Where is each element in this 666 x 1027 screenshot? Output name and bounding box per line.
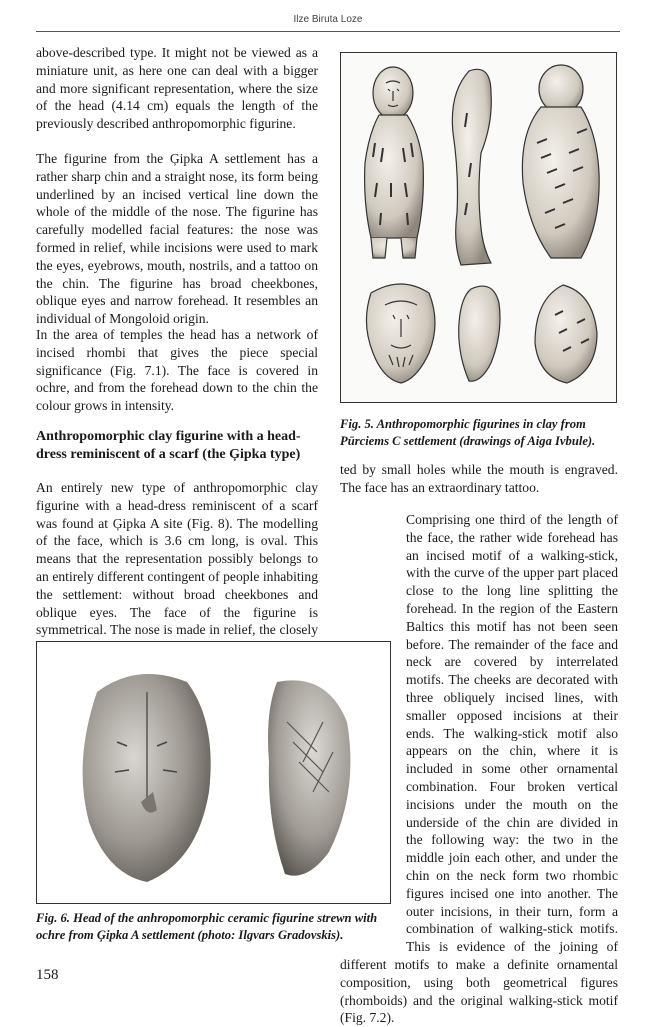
head-photo-front — [83, 674, 211, 882]
head-back-drawing — [535, 285, 597, 383]
figure-5-image — [340, 52, 617, 403]
figurine-side-drawing — [452, 69, 491, 265]
paragraph-left-3: In the area of temples the head has a network of incised rhombi that gives the piece special significance (Fig. 7.1). The face is covered in ochre, and from the forehead down to the chin the colour grows in intensity. — [36, 327, 318, 414]
paragraph-left-2: The figurine from the Ģipka A settlement has a rather sharp chin and a straight nose, its form being underlined by an incised vertical line down the whole of the middle of the nose. The figurine has carefully modelled facial features: the nose was formed in relief, while incisions were used to mark the eyes, eyebrows, mouth, nostrils, and a tattoo on the chin. The figurine has broad cheekbones, oblique eyes and narrow forehead. It resembles an individual of Mongoloid origin. — [36, 151, 318, 327]
figurine-front-drawing — [365, 67, 424, 258]
figurine-back-drawing — [522, 65, 599, 258]
head-side-drawing — [459, 286, 500, 381]
paragraph-right-2-text: Comprising one third of the length of the face, the rather wide forehead has an incised motif of a walking-stick, with the curve of the upper part placed close to the long line splitting the forehead. In the region of the Eastern Baltics this motif has not been seen before. The remainder of the face and neck are covered by interrelated motifs. The cheeks are decorated with three obliquely incised lines, with smaller opposed incisions at their ends. The walking-stick motif also appears on the chin, where it is included in some other ornamental combination. Four broken vertical incisions under the mouth on the underside of the chin are divided in the following way: the two in the middle join each other, and under the chin on the neck form two rhombic figures incised one into another. The outer incisions, in their turn, form a combination of walking-stick motifs. This is evidence of the joining of different motifs to make a definite ornamental composition, using both geometrical figures (rhomboids) and the original walking-stick motif (Fig. 7.2). — [340, 512, 618, 1026]
figure-6-caption: Fig. 6. Head of the anhropomorphic ceramic figurine strewn with ochre from Ģipka A settlement (photo: Ilgvars Gradovskis). — [36, 911, 378, 942]
page-number: 158 — [36, 967, 59, 983]
paragraph-left-1: above-described type. It might not be viewed as a miniature unit, as here one can deal with a bigger and more significant representation, where the size of the head (4.14 cm) equals the length of the previously described anthropomorphic figurine. — [36, 45, 318, 132]
figure-5-caption: Fig. 5. Anthropomorphic figurines in clay from Pūrciems C settlement (drawings of Aiga Ivbule). — [340, 417, 596, 448]
paragraph-right-1: ted by small holes while the mouth is engraved. The face has an extraordinary tattoo. — [340, 462, 618, 495]
figure-6-image — [36, 641, 391, 904]
head-front-drawing — [366, 284, 435, 383]
head-photo-side — [268, 680, 350, 875]
running-head: Ilze Biruta Loze — [293, 14, 363, 25]
header-rule — [36, 31, 620, 32]
paragraph-left-4: An entirely new type of anthropomorphic clay figurine with a head-dress reminiscent of a scarf was found at Ģipka A site (Fig. 8). The modelling of the face, which is 3.6 cm long, is oval. This means that the representation possibly belongs to an entirely different contingent of people inhabiting the settlement: without broad cheekbones and oblique eyes. The face of the figurine is symmetrical. The nose is made in relief, the closely — [36, 480, 318, 638]
section-heading: Anthropomorphic clay figurine with a head-dress reminiscent of a scarf (the Ģipka type) — [36, 429, 301, 462]
